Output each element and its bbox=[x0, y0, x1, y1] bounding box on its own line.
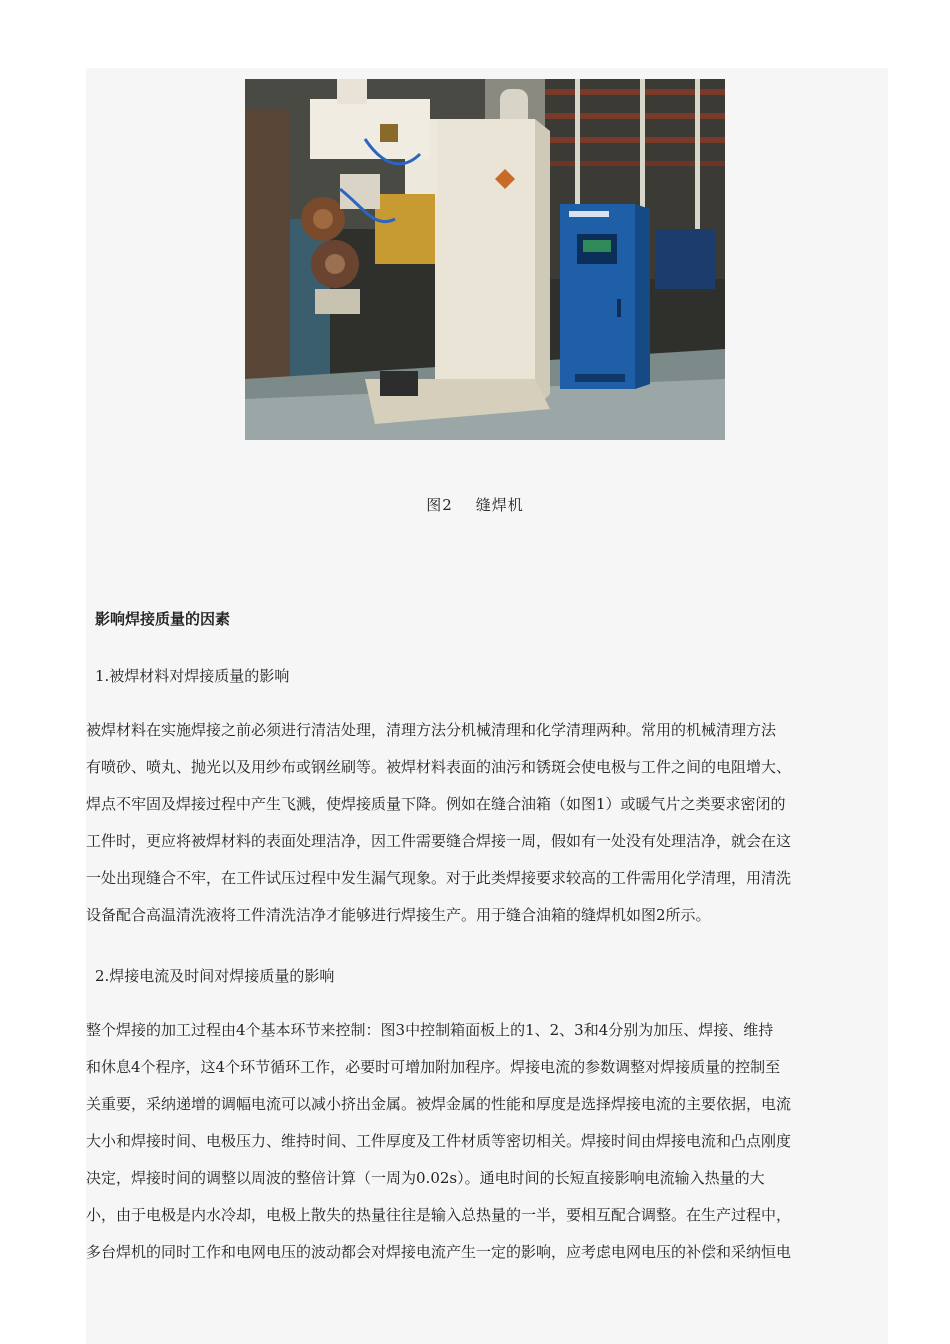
subheading-1: 1.被焊材料对焊接质量的影响 bbox=[95, 667, 290, 685]
paragraph-line: 有喷砂、喷丸、抛光以及用纱布或钢丝刷等。被焊材料表面的油污和锈斑会使电极与工件之间的电阻增大、 bbox=[86, 758, 792, 776]
paragraph-line: 焊点不牢固及焊接过程中产生飞溅，使焊接质量下降。例如在缝合油箱（如图1）或暖气片之类要求密闭的 bbox=[86, 795, 786, 813]
paragraph-line: 多台焊机的同时工作和电网电压的波动都会对焊接电流产生一定的影响，应考虑电网电压的补偿和采纳恒电 bbox=[86, 1243, 792, 1261]
section-title: 影响焊接质量的因素 bbox=[95, 610, 231, 628]
paragraph-line: 工件时，更应将被焊材料的表面处理洁净，因工件需要缝合焊接一周，假如有一处没有处理洁净，就会在这 bbox=[86, 832, 792, 850]
figure-caption: 图2 缝焊机 bbox=[426, 496, 524, 514]
paragraph-line: 一处出现缝合不牢，在工件试压过程中发生漏气现象。对于此类焊接要求较高的工件需用化学清理，用清洗 bbox=[86, 869, 792, 887]
paragraph-line: 大小和焊接时间、电极压力、维持时间、工件厚度及工件材质等密切相关。焊接时间由焊接电流和凸点刚度 bbox=[86, 1132, 792, 1150]
paragraph-2 bbox=[86, 1012, 886, 1271]
paragraph-line: 整个焊接的加工过程由4个基本环节来控制：图3中控制箱面板上的1、2、3和4分别为加压、焊接、维持 bbox=[86, 1021, 774, 1039]
paragraph-line: 和休息4个程序，这4个环节循环工作，必要时可增加附加程序。焊接电流的参数调整对焊接质量的控制至 bbox=[86, 1058, 781, 1076]
paragraph-1 bbox=[86, 712, 886, 934]
paragraph-line: 被焊材料在实施焊接之前必须进行清洁处理，清理方法分机械清理和化学清理两种。常用的机械清理方法 bbox=[86, 721, 777, 739]
paragraph-line: 设备配合高温清洗液将工件清洗洁净才能够进行焊接生产。用于缝合油箱的缝焊机如图2所示。 bbox=[86, 906, 711, 924]
seam-welder-photo bbox=[245, 79, 725, 440]
paragraph-line: 决定，焊接时间的调整以周波的整倍计算（一周为0.02s）。通电时间的长短直接影响电流输入热量的大 bbox=[86, 1169, 765, 1187]
subheading-2: 2.焊接电流及时间对焊接质量的影响 bbox=[95, 967, 335, 985]
paragraph-line: 关重要，采纳递增的调幅电流可以减小挤出金属。被焊金属的性能和厚度是选择焊接电流的主要依据，电流 bbox=[86, 1095, 792, 1113]
paragraph-line: 小，由于电极是内水冷却，电极上散失的热量往往是输入总热量的一半，要相互配合调整。在生产过程中， bbox=[86, 1206, 792, 1224]
